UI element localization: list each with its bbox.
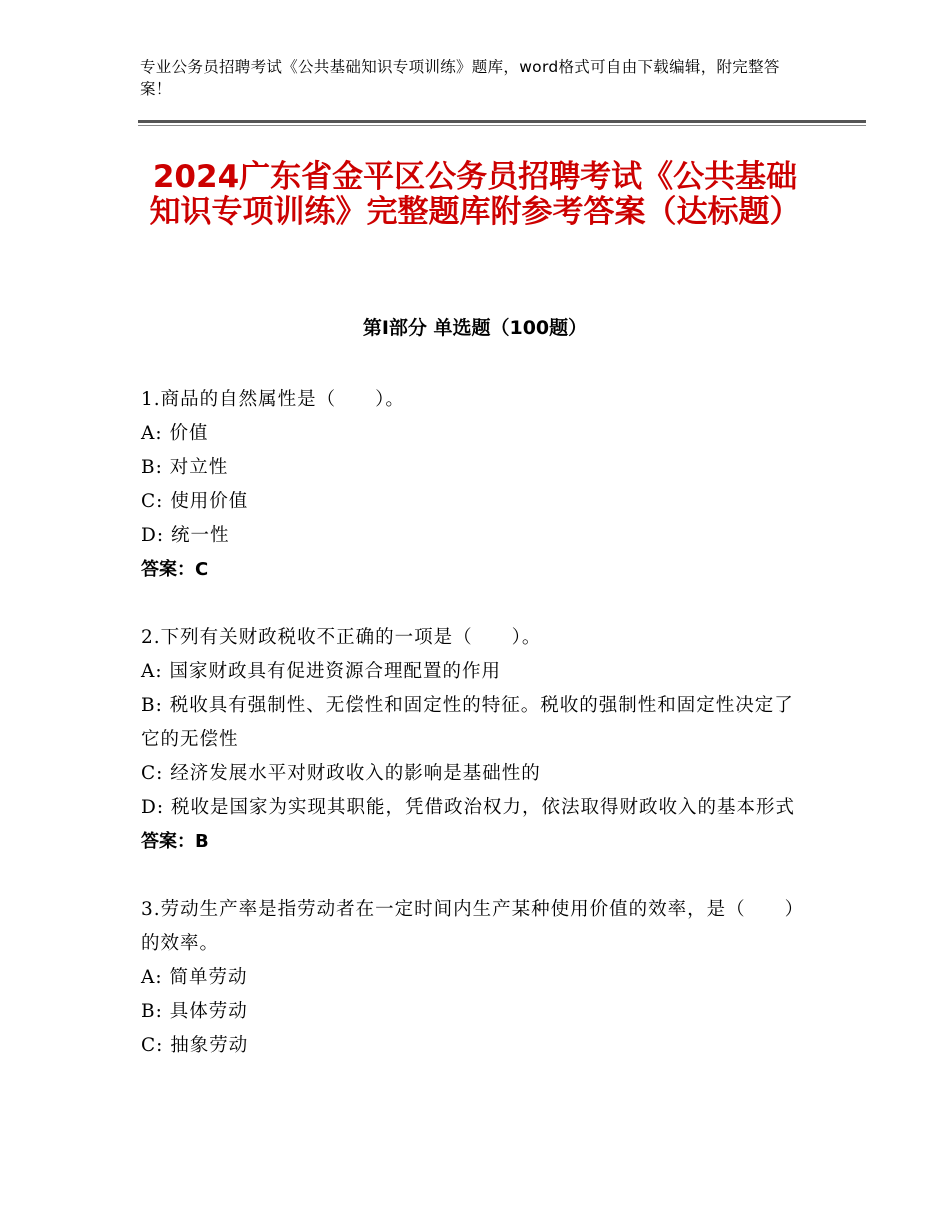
option-a: A: 简单劳动 [141, 967, 248, 988]
answer-key: 答案：C [141, 559, 209, 580]
document-title: 2024广东省金平区公务员招聘考试《公共基础知识专项训练》完整题库附参考答案（达标题） [149, 159, 801, 230]
question-list [141, 383, 809, 1097]
option-d: D: 统一性 [141, 525, 230, 546]
question-1 [141, 383, 809, 587]
question-2 [141, 621, 809, 859]
question-3 [141, 893, 809, 1063]
option-c: C: 经济发展水平对财政收入的影响是基础性的 [141, 763, 541, 784]
header-divider-thin [138, 125, 866, 126]
option-b: B: 税收具有强制性、无偿性和固定性的特征。税收的强制性和固定性决定了它的无偿性 [141, 695, 794, 750]
option-d: D: 税收是国家为实现其职能，凭借政治权力，依法取得财政收入的基本形式 [141, 797, 795, 818]
question-stem: 2.下列有关财政税收不正确的一项是（ ）。 [141, 627, 542, 648]
answer-key: 答案：B [141, 831, 209, 852]
header-note: 专业公务员招聘考试《公共基础知识专项训练》题库，word格式可自由下载编辑，附完整答案！ [140, 58, 780, 98]
option-a: A: 价值 [141, 423, 209, 444]
header-divider-thick [138, 120, 866, 123]
option-b: B: 对立性 [141, 457, 229, 478]
question-stem: 3.劳动生产率是指劳动者在一定时间内生产某种使用价值的效率，是（ ）的效率。 [141, 899, 805, 954]
question-stem: 1.商品的自然属性是（ ）。 [141, 389, 405, 410]
section-title: 第Ⅰ部分 单选题（100题） [362, 317, 588, 339]
option-c: C: 抽象劳动 [141, 1035, 249, 1056]
option-a: A: 国家财政具有促进资源合理配置的作用 [141, 661, 501, 682]
option-c: C: 使用价值 [141, 491, 249, 512]
option-b: B: 具体劳动 [141, 1001, 248, 1022]
